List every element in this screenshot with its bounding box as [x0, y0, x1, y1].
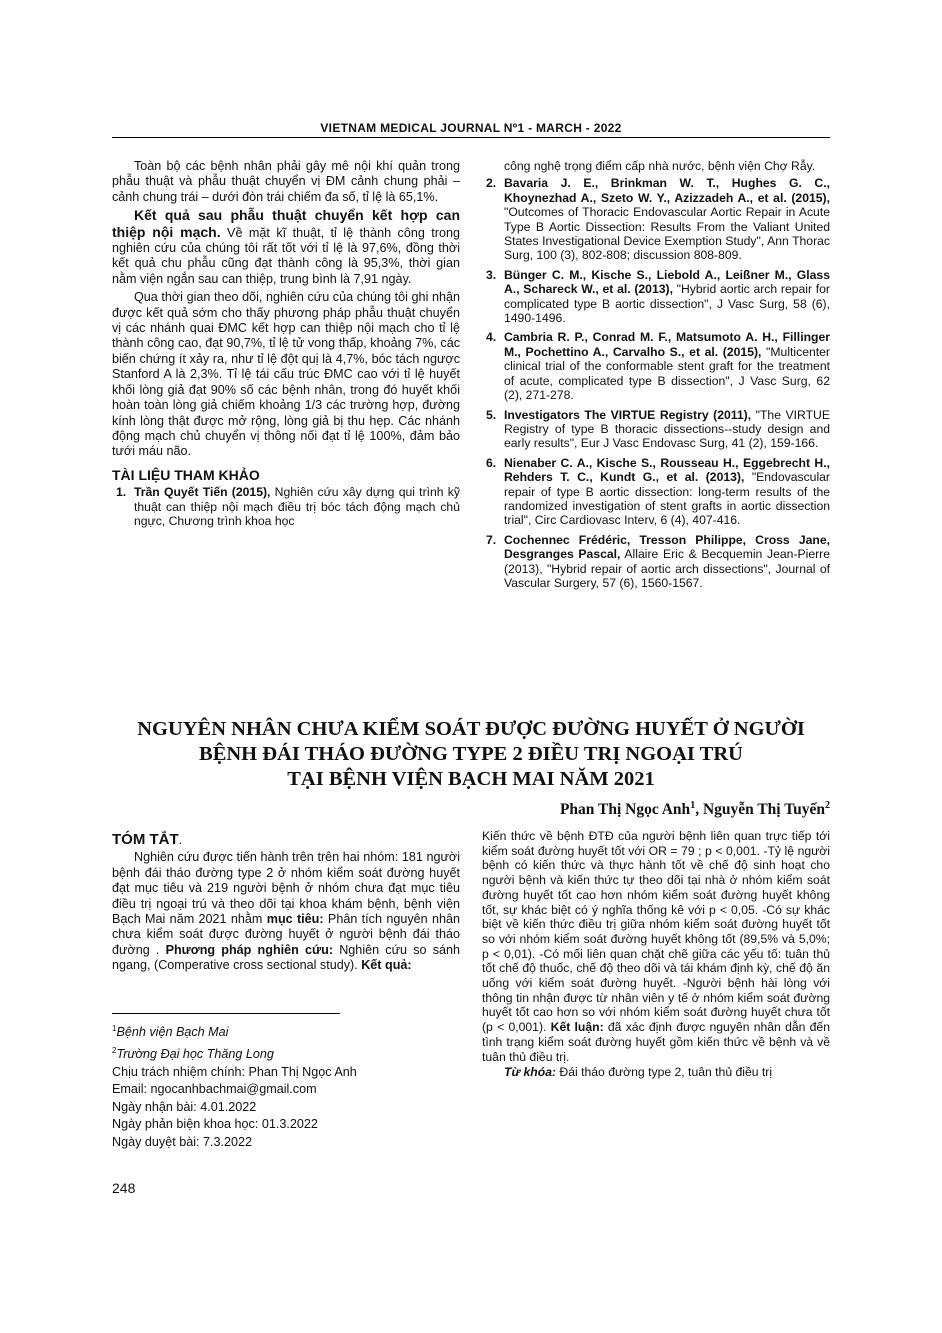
author-separator: , — [695, 801, 703, 819]
abstract-right — [482, 829, 830, 1080]
abstract-text: Phân tích nguyên nhân chưa kiểm soát được đường huyết ở người bệnh đái tháo đường . — [112, 912, 460, 957]
abstract-text: Nghiên cứu so sánh ngang, (Comperative cross sectional study). — [112, 942, 460, 973]
reference-item — [482, 176, 830, 262]
footnote-mark: 1 — [112, 1024, 117, 1033]
reference-author: Cochennec Frédéric, Tresson Philippe, Cross Jane, Desgranges Pascal, — [504, 532, 830, 562]
abstract-heading-dot: . — [178, 833, 183, 847]
footnote-text: Trường Đại học Thăng Long — [116, 1046, 274, 1061]
reference-number: 4. — [486, 330, 497, 345]
reference-author: Trần Quyết Tiến (2015), — [134, 485, 271, 500]
authors — [560, 800, 830, 819]
reference-item — [112, 485, 460, 528]
footnotes — [112, 1020, 460, 1152]
footnote-text: Bệnh viện Bạch Mai — [116, 1025, 229, 1040]
reference-author: Nienaber C. A., Kische S., Rousseau H., Eggebrecht H., Rehders T. C., Kundt G., et al. (2013), — [504, 455, 830, 485]
reference-item — [482, 533, 830, 591]
abstract-text: đã xác định được nguyên nhân dẫn đến tình trạng kiểm soát đường huyết gồm kiến thức về bệnh và về tuân thủ điều trị. — [482, 1020, 830, 1064]
reference-text: "The VIRTUE Registry of type B thoracic dissections--study design and early results", Eur J Vasc Endovasc Surg, 41 (2), 159-166. — [504, 407, 830, 451]
reference-text: "Hybrid aortic arch repair for complicated type B aortic dissection", J Vasc Surg, 58 (6), 1490-1496. — [504, 282, 830, 326]
reference-item — [482, 408, 830, 451]
journal-header: VIETNAM MEDICAL JOURNAL Nº1 - MARCH - 2022 — [320, 121, 622, 135]
abstract-heading-row — [112, 832, 460, 848]
left-column — [112, 159, 460, 533]
abstract-left — [112, 832, 460, 974]
reference-text: Allaire Eric & Becquemin Jean-Pierre (2013), "Hybrid repair of aortic arch dissections", Journal of Vascular Surgery, 57 (6), 1560-1567. — [504, 547, 830, 590]
references-list — [482, 176, 830, 590]
reference-author: Bavaria J. E., Brinkman W. T., Hughes G. C., Khoynezhad A., Szeto W. Y., Azizzadeh A., et al. (2015), — [504, 176, 830, 205]
abstract-label: Phương pháp nghiên cứu: — [165, 942, 334, 957]
reference-number: 1. — [116, 485, 127, 500]
reviewed-date: Ngày phản biện khoa học: 01.3.2022 — [112, 1117, 318, 1132]
email: Email: ngocanhbachmai@gmail.com — [112, 1082, 317, 1097]
keywords-label: Từ khóa: — [504, 1065, 557, 1080]
reference-item — [482, 456, 830, 528]
reference-text: Nghiên cứu xây dựng qui trình kỹ thuật can thiệp nội mạch điều trị bóc tách động mạch chủ ngực, Chương trình khoa học — [134, 485, 460, 528]
abstract-heading: TÓM TẮT — [112, 831, 179, 848]
reference-text: "Outcomes of Thoracic Endovascular Aortic Repair in Acute Type B Aortic Dissection: Results From the Valiant United States Investigational Device Exemption Study", Ann Thorac Surg, 100 (3), 802-808; discussion 808-809. — [504, 205, 830, 263]
reference-number: 7. — [486, 532, 497, 547]
responsible-author: Chịu trách nhiệm chính: Phan Thị Ngọc Anh — [112, 1064, 357, 1079]
abstract-paragraph — [482, 829, 830, 1064]
reference-number: 3. — [486, 267, 497, 282]
abstract-text: Kiến thức về bệnh ĐTĐ của người bệnh liên quan trực tiếp tới kiểm soát đường huyết tốt với OR = 79 ; p < 0,001. -Tỷ lệ người bệnh có kiến thức và thực hành tốt về chế độ sinh hoạt cho người bệnh và kiến thức tự theo dõi tại nhà ở nhóm kiểm soát đường huyết tốt cao hơn nhóm kiểm soát đường huyết không tốt, sự khác biệt có ý nghĩa thống kê với p < 0,05. -Có sự khác biệt về kiến thức điều trị giữa nhóm kiểm soát đường huyết tốt so với nhóm kiểm soát đường huyết không tốt (89,5% và 5,0%; p < 0,01). -Có mối liên quan chặt chẽ giữa các yếu tố: tuân thủ tốt chế độ thuốc, chế độ theo dõi và tái khám định kỳ, chế độ ăn uống với kiểm soát đường huyết. -Người bệnh hài lòng với thông tin nhận được từ nhân viên y tế ở nhóm kiểm soát đường huyết tốt cao hơn so với nhóm kiểm soát đường huyết chưa tốt (p < 0,001). — [482, 829, 830, 1035]
reference-number: 2. — [486, 176, 497, 191]
received-date: Ngày nhận bài: 4.01.2022 — [112, 1099, 257, 1114]
title-line: TẠI BỆNH VIỆN BẠCH MAI NĂM 2021 — [287, 768, 655, 790]
title-line: BỆNH ĐÁI THÁO ĐƯỜNG TYPE 2 ĐIỀU TRỊ NGOẠI TRÚ — [199, 743, 743, 765]
author-affiliation-mark: 1 — [690, 800, 696, 811]
abstract-text: Nghiên cứu được tiến hành trên trên hai nhóm: 181 người bệnh đái tháo đường type 2 ở nhóm kiểm soát đường huyết đạt mục tiêu và 219 người bệnh ở nhóm chưa đạt mục tiêu điều trị ngoại trú và theo dõi tại khoa khám bệnh, bệnh viện Bạch Mai năm 2021 nhằm — [112, 850, 460, 927]
keywords — [482, 1065, 830, 1080]
subheading: Kết quả sau phẫu thuật chuyển kết hợp can thiệp nội mạch. — [112, 207, 460, 240]
paragraph-text: Về mặt kĩ thuật, tỉ lệ thành công trong nghiên cứu của chúng tôi rất tốt với tỉ lệ là 97,6%, đồng thời kết quả chu phẫu cũng đạt thành công là 95,3%, thời gian nằm viện ngắn sau can thiệp, trung bình là 7,91 ngày. — [112, 225, 460, 286]
reference-number: 6. — [486, 455, 497, 470]
paragraph — [112, 208, 460, 287]
author-affiliation-mark: 2 — [825, 800, 830, 811]
reference-text: "Multicenter clinical trial of the conformable stent graft for the treatment of acute, complicated type B dissection", J Vasc Surg, 62 (2), 271-278. — [504, 344, 830, 403]
author-name: Phan Thị Ngọc Anh — [559, 801, 691, 819]
reference-item — [482, 330, 830, 402]
abstract-paragraph — [112, 850, 460, 973]
reference-author: Cambria R. P., Conrad M. F., Matsumoto A. H., Fillinger M., Pochettino A., Carvalho S., et al. (2015), — [504, 330, 830, 359]
article-title — [112, 717, 830, 792]
reference-item — [482, 268, 830, 326]
references-title: TÀI LIỆU THAM KHẢO — [112, 466, 260, 483]
footnote-mark: 2 — [112, 1045, 117, 1055]
reference-author: Bünger C. M., Kische S., Liebold A., Leißner M., Glass A., Schareck W., et al. (2013), — [504, 267, 830, 297]
abstract-label: Kết luận: — [550, 1020, 604, 1035]
header-rule — [112, 137, 830, 138]
abstract-label: mục tiêu: — [266, 912, 324, 927]
paragraph: Toàn bộ các bệnh nhân phải gây mê nội khí quản trong phẫu thuật và phẫu thuật chuyển vị ĐM cảnh chung phải – cảnh chung trái – dưới đòn trái chiếm đa số, tỉ lệ là 65,1%. — [112, 159, 460, 204]
keywords-text: Đái tháo đường type 2, tuân thủ điều trị — [556, 1065, 773, 1080]
reference-number: 5. — [486, 407, 497, 422]
author-name: Nguyễn Thị Tuyến — [702, 801, 825, 819]
title-line: NGUYÊN NHÂN CHƯA KIỂM SOÁT ĐƯỢC ĐƯỜNG HUYẾT Ở NGƯỜI — [137, 718, 805, 740]
paragraph: Qua thời gian theo dõi, nghiên cứu của chúng tôi ghi nhận được kết quả sớm cho thấy phương pháp phẫu thuật chuyển vị các nhánh quai ĐMC kết hợp can thiệp nội mạch cho tỉ lệ thành công cao, đạt 90,7%, tỉ lệ tử vong thấp, khoảng 7%, các biến chứng ít xảy ra, như tỉ lệ đột quị là 4,7%, bóc tách ngược Stanford A là 2,3%. Tỉ lệ tái cấu trúc ĐMC cao với tỉ lệ huyết khối lòng giả đạt 90% số các bệnh nhân, trong đó huyết khối hoàn toàn lòng giả chiếm khoảng 1/3 các trường hợp, đường kính lòng thật được mở rộng, lòng giả bị thu hẹp. Các nhánh động mạch chủ chuyển vị thông nối đạt tỉ lệ 100%, đảm bảo tưới máu não. — [112, 290, 460, 459]
right-column — [482, 159, 830, 595]
footnote-rule — [112, 1013, 340, 1014]
page-number: 248 — [112, 1180, 136, 1196]
reference-author: Investigators The VIRTUE Registry (2011), — [504, 407, 752, 422]
reference-continuation: công nghệ trọng điểm cấp nhà nước, bệnh viện Chợ Rẫy. — [504, 159, 816, 173]
approved-date: Ngày duyệt bài: 7.3.2022 — [112, 1134, 253, 1149]
abstract-label: Kết quả: — [361, 958, 412, 973]
footnote — [112, 1020, 460, 1042]
footnote — [112, 1042, 460, 1064]
reference-text: "Endovascular repair of type B aortic dissection: long-term results of the randomized investigation of stent grafts in aortic dissection trial", Circ Cardiovasc Interv, 6 (4), 407-416. — [504, 470, 830, 528]
